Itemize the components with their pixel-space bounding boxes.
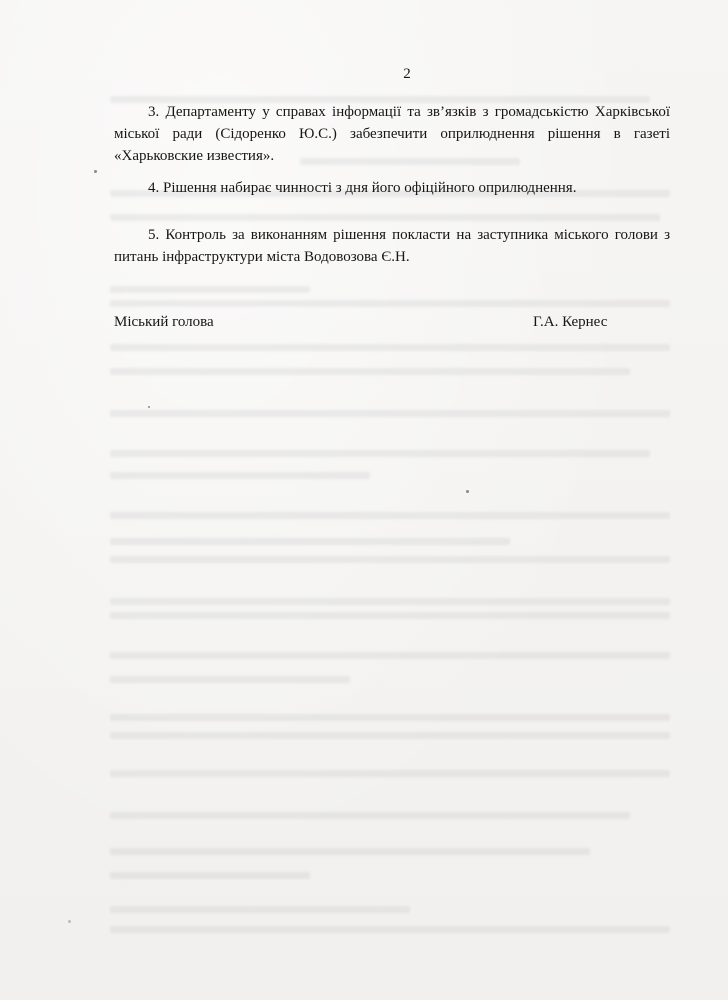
bleed-through-line [110,598,670,605]
bleed-through-line [110,344,670,351]
bleed-through-line [110,472,370,479]
bleed-through-line [110,538,510,545]
scan-speck [68,920,71,923]
bleed-through-line [110,214,660,221]
bleed-through-line [110,770,670,777]
bleed-through-line [110,872,310,879]
scan-speck [94,170,97,173]
paragraph-4: 4. Рішення набирає чинності з дня його офіційного оприлюднення. [148,180,577,196]
signatory-name: Г.А. Кернес [533,314,608,330]
bleed-through-line [110,410,670,417]
signatory-position: Міський голова [114,314,214,330]
scan-speck [148,406,150,408]
paragraph-3: 3. Департаменту у справах інформації та зв’язків з громадськістю Харківської міської ради (Сідоренко Ю.С.) забезпечити оприлюднення рішення в газеті «Харьковские известия». [114,104,670,164]
bleed-through-line [110,812,630,819]
bleed-through-line [110,926,670,933]
bleed-through-line [110,732,670,739]
bleed-through-line [110,714,670,721]
bleed-through-line [110,512,670,519]
scan-speck [466,490,469,493]
bleed-through-line [110,300,670,307]
page-number: 2 [403,66,411,82]
bleed-through-line [110,652,670,659]
bleed-through-line [110,848,590,855]
bleed-through-line [110,286,310,293]
bleed-through-line [110,450,650,457]
bleed-through-line [110,612,670,619]
bleed-through-line [110,676,350,683]
paragraph-5: 5. Контроль за виконанням рішення покласти на заступника міського голови з питань інфраструктури міста Водовозова Є.Н. [114,227,670,265]
bleed-through-line [110,556,670,563]
bleed-through-line [110,368,630,375]
bleed-through-line [110,906,410,913]
